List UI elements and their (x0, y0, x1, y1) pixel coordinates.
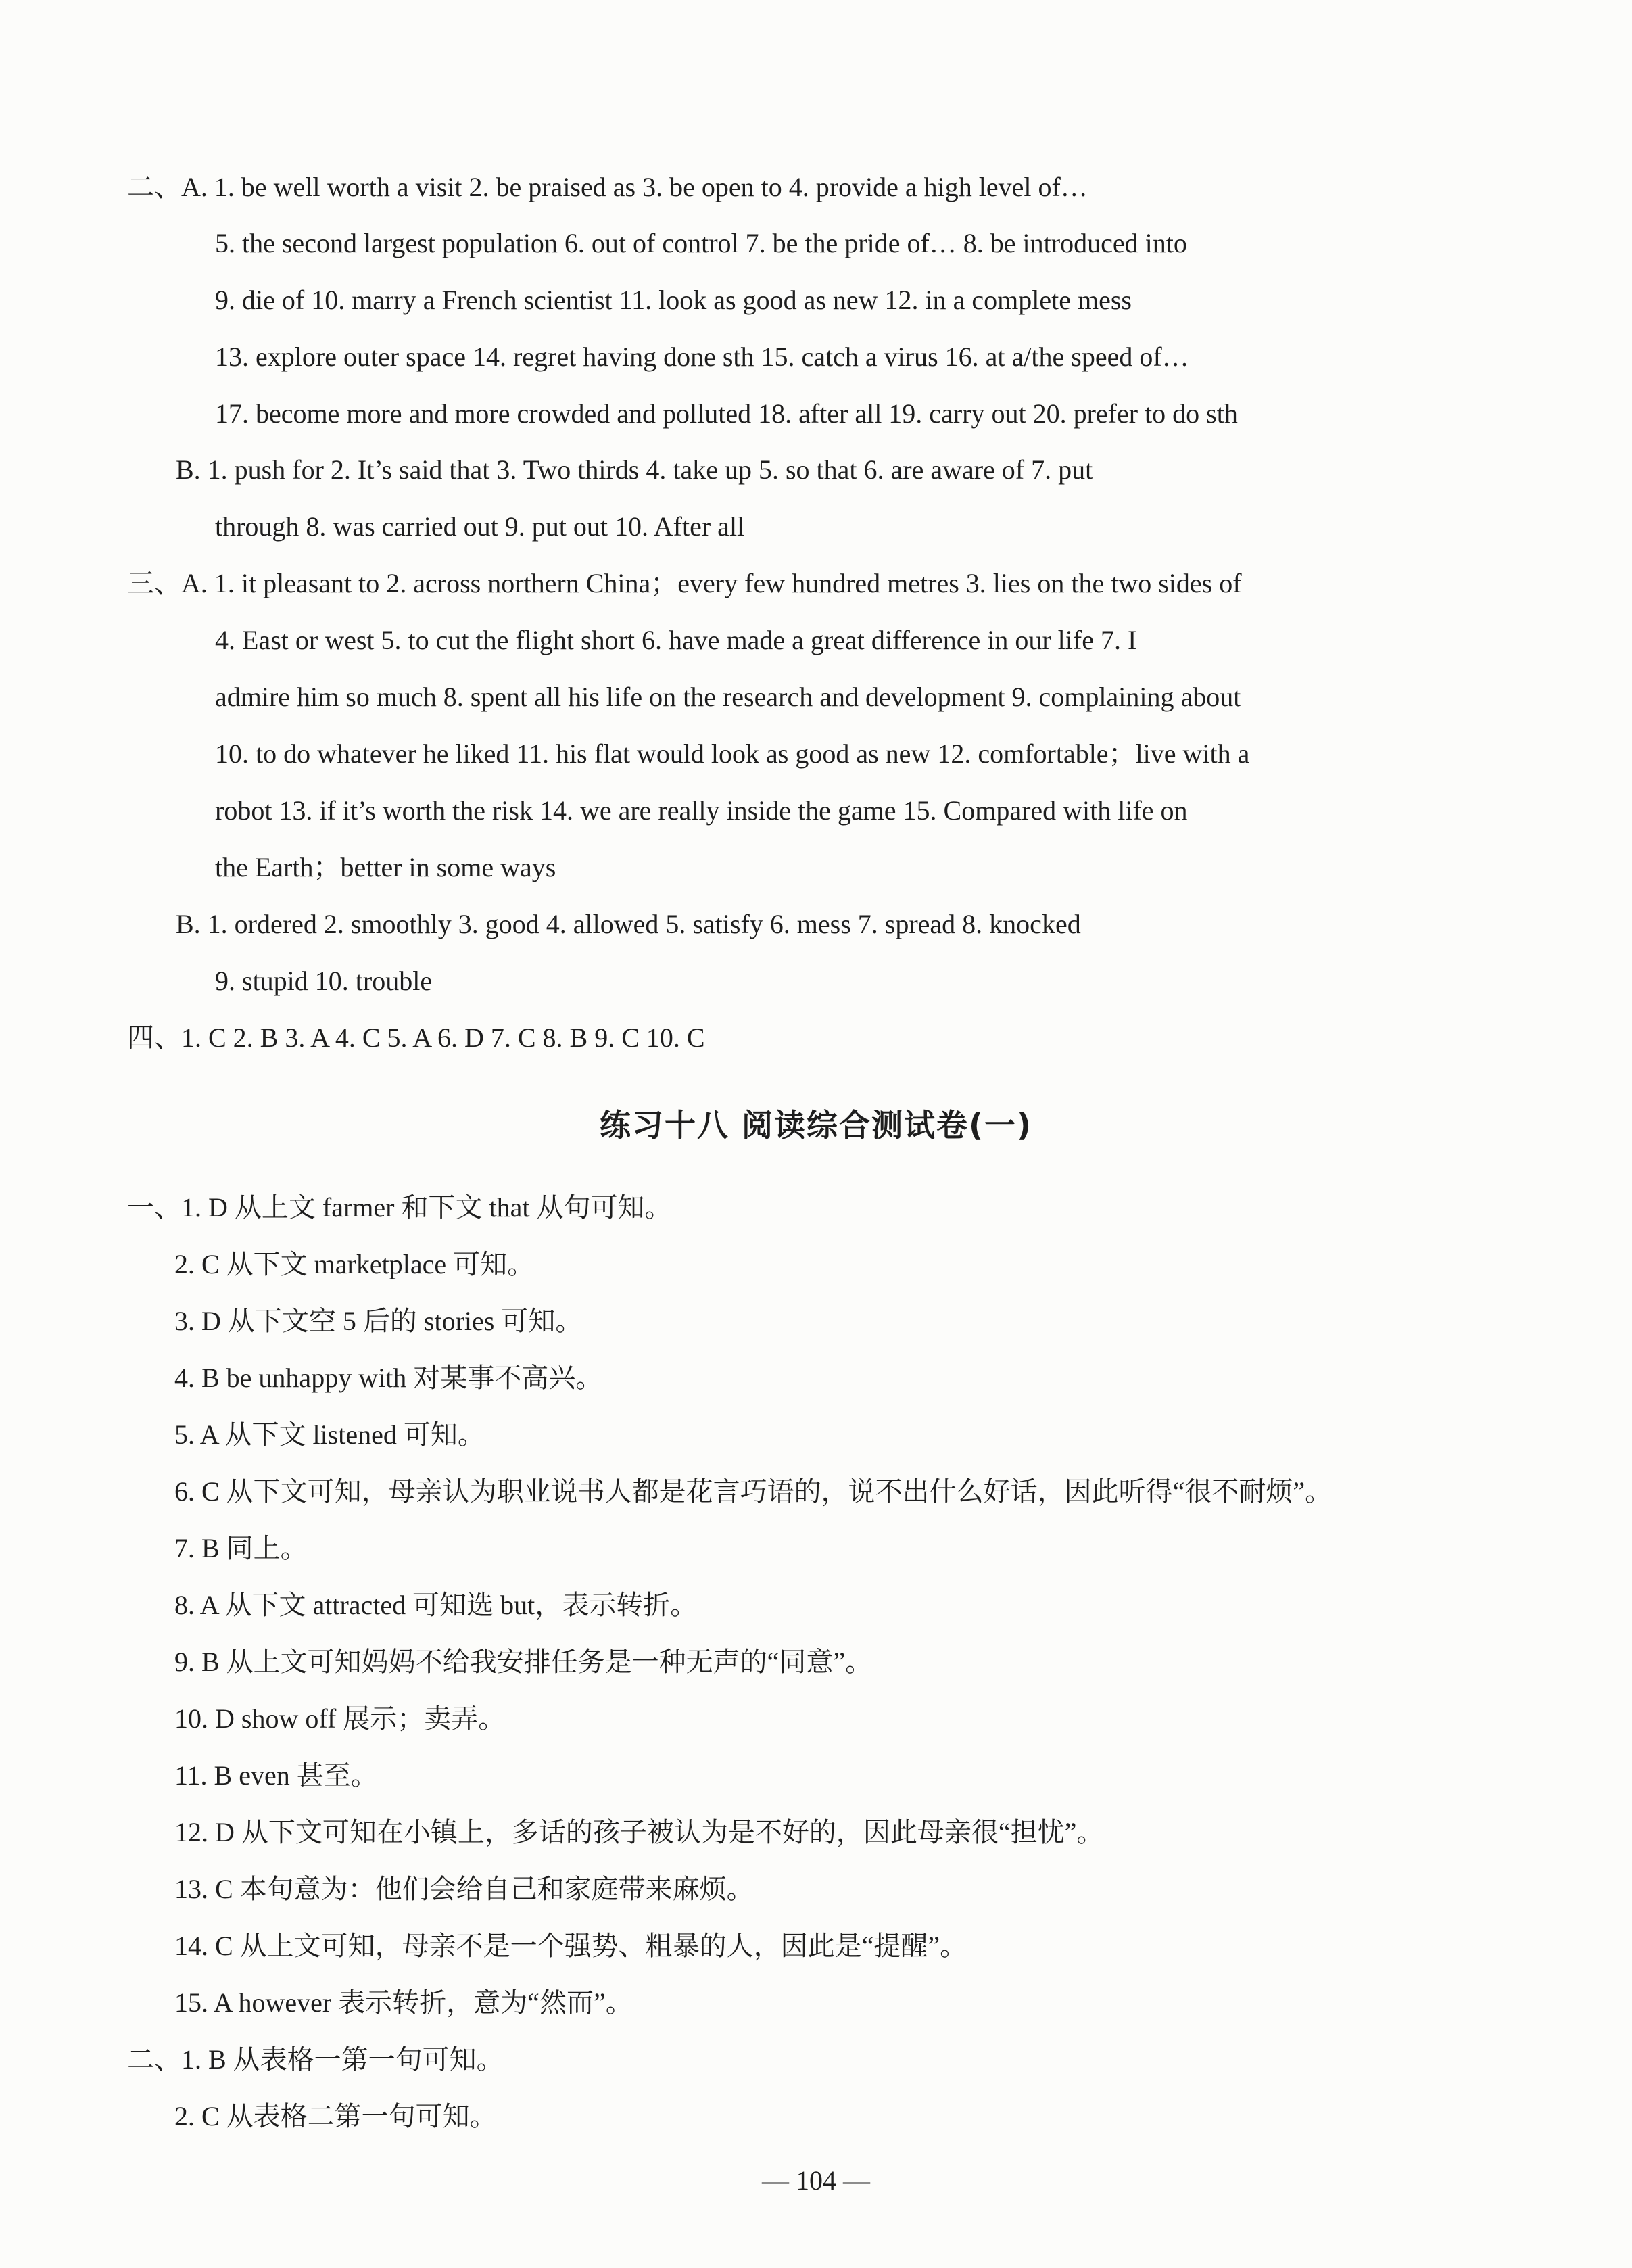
part2-item-1: 二、1. B 从表格一第一句可知。 (127, 2044, 504, 2075)
part1-item-2: 2. C 从下文 marketplace 可知。 (174, 1249, 535, 1279)
section2-line-4: 13. explore outer space 14. regret having done sth 15. catch a virus 16. at a/the speed of… (215, 341, 1189, 372)
page-number: — 104 — (762, 2165, 870, 2196)
exercise-title: 练习十八 阅读综合测试卷(一) (599, 1107, 1033, 1143)
section3-line-5: robot 13. if it’s worth the risk 14. we are really inside the game 15. Compared with life on (215, 795, 1188, 826)
part1-item-9: 9. B 从上文可知妈妈不给我安排任务是一种无声的“同意”。 (174, 1647, 873, 1677)
part1-item-14: 14. C 从上文可知，母亲不是一个强势、粗暴的人，因此是“提醒”。 (174, 1931, 967, 1961)
part1-item-7: 7. B 同上。 (174, 1533, 308, 1563)
part1-item-11: 11. B even 甚至。 (174, 1760, 378, 1791)
part1-item-4: 4. B be unhappy with 对某事不高兴。 (174, 1363, 603, 1393)
section2-line-3: 9. die of 10. marry a French scientist 11. look as good as new 12. in a complete mess (215, 285, 1132, 315)
part1-item-8: 8. A 从下文 attracted 可知选 but，表示转折。 (174, 1590, 698, 1620)
part1-item-3: 3. D 从下文空 5 后的 stories 可知。 (174, 1306, 583, 1336)
part1-item-5: 5. A 从下文 listened 可知。 (174, 1419, 485, 1450)
section2-b-line-2: through 8. was carried out 9. put out 10. After all (215, 511, 745, 542)
section3-b-line-2: 9. stupid 10. trouble (215, 966, 433, 996)
part1-item-13: 13. C 本句意为：他们会给自己和家庭带来麻烦。 (174, 1874, 754, 1904)
section4-line: 四、1. C 2. B 3. A 4. C 5. A 6. D 7. C 8. B 9. C 10. C (127, 1022, 705, 1053)
part1-item-10: 10. D show off 展示；卖弄。 (174, 1703, 506, 1734)
section3-b-line-1: B. 1. ordered 2. smoothly 3. good 4. allowed 5. satisfy 6. mess 7. spread 8. knocked (176, 909, 1081, 939)
section3-line-3: admire him so much 8. spent all his life on the research and development 9. complaining about (215, 682, 1241, 712)
section3-line-6: the Earth；better in some ways (215, 852, 556, 882)
section2-line-1: 二、A. 1. be well worth a visit 2. be praised as 3. be open to 4. provide a high level of… (127, 172, 1088, 202)
part1-item-15: 15. A however 表示转折，意为“然而”。 (174, 1987, 633, 2018)
part2-item-2: 2. C 从表格二第一句可知。 (174, 2101, 497, 2131)
part1-item-12: 12. D 从下文可知在小镇上，多话的孩子被认为是不好的，因此母亲很“担忧”。 (174, 1817, 1104, 1847)
section3-line-2: 4. East or west 5. to cut the flight short 6. have made a great difference in our life 7. I (215, 625, 1137, 655)
section3-line-4: 10. to do whatever he liked 11. his flat would look as good as new 12. comfortable；live with a (215, 738, 1250, 769)
section2-line-2: 5. the second largest population 6. out of control 7. be the pride of… 8. be introduced into (215, 228, 1187, 258)
part1-item-1: 一、1. D 从上文 farmer 和下文 that 从句可知。 (127, 1192, 672, 1223)
section2-b-line-1: B. 1. push for 2. It’s said that 3. Two thirds 4. take up 5. so that 6. are aware of 7. put (176, 454, 1093, 485)
section3-line-1: 三、A. 1. it pleasant to 2. across northern China；every few hundred metres 3. lies on the two sides of (127, 568, 1242, 598)
part1-item-6: 6. C 从下文可知，母亲认为职业说书人都是花言巧语的，说不出什么好话，因此听得“很不耐烦”。 (174, 1476, 1333, 1507)
section2-line-5: 17. become more and more crowded and polluted 18. after all 19. carry out 20. prefer to do sth (215, 398, 1238, 429)
